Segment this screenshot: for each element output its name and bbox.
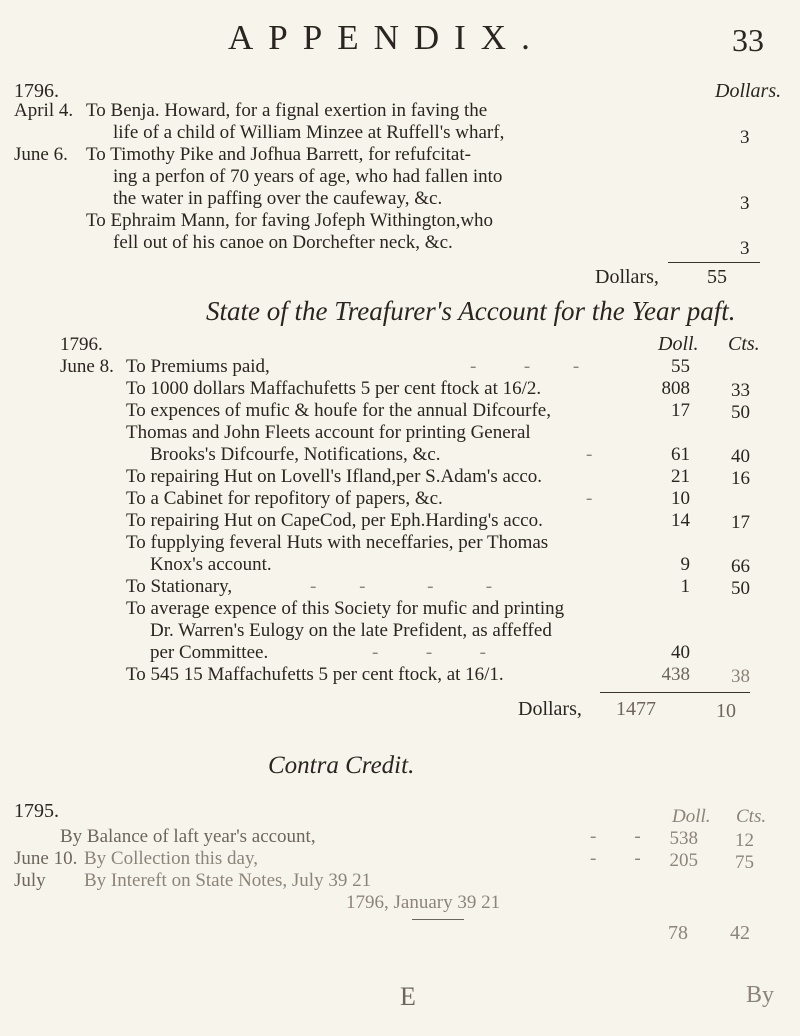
account-row-text: Dr. Warren's Eulogy on the late Prefident, as affeffed [150,620,552,641]
credit-row-cents: 75 [735,852,754,873]
account-row-cents: 66 [731,556,750,577]
credit-row-dollars: 538 [669,828,698,849]
credit-row-dollars: 205 [669,850,698,871]
catchword: By [746,982,775,1008]
account-row-cents: 40 [731,446,750,467]
account-total-label: Dollars, [518,698,582,720]
subtotal-rule [412,919,464,920]
account-row-cents: 17 [731,512,750,533]
leader-dashes: - - - - [310,576,493,597]
credit-subtotal-cents: 42 [730,922,750,944]
leader-dashes: - - - [372,642,486,663]
account-row-cents: 50 [731,578,750,599]
payment-date: June 6. [14,144,68,165]
account-row-dollars: 21 [671,466,690,487]
account-row-text: To fupplying feveral Huts with neceffaries, per Thomas [126,532,549,553]
credit-row-text: By Collection this day, [84,848,258,869]
account-row-dollars: 808 [661,378,690,399]
credit-col-cents: Cts. [736,806,767,827]
account-row-text: To Stationary, [126,576,233,597]
credit-row-cents: 12 [735,830,754,851]
payment-amount: 3 [740,238,750,259]
leader-dashes: - [586,488,593,509]
account-year: 1796. [60,334,103,355]
payment-line: To Ephraim Mann, for faving Jofeph Withington,who [86,210,494,231]
account-row-text: To 545 15 Maffachufetts 5 per cent ftock, at 16/1. [126,664,504,685]
payment-date: April 4. [14,100,74,121]
signature-mark: E [400,982,416,1011]
payment-line: fell out of his canoe on Dorchefter neck, &c. [113,232,453,253]
payments-year: 1796. [14,80,59,102]
payment-line: To Benja. Howard, for a fignal exertion in faving the [86,100,488,121]
credit-col-dollars: Doll. [672,806,711,827]
leader-dashes: - [586,444,593,465]
payment-amount: 3 [740,193,750,214]
leader-dashes: - - - [470,356,580,377]
account-row-dollars: 1 [680,576,690,597]
payment-line: ing a perfon of 70 years of age, who had fallen into [113,166,503,187]
payment-amount: 3 [740,127,750,148]
account-row-cents: 33 [731,380,750,401]
leader-dashes: - - [590,826,641,847]
account-row-cents: 16 [731,468,750,489]
payments-total-label: Dollars, [595,266,659,288]
account-total-cents: 10 [716,700,736,722]
account-row-cents: 50 [731,402,750,423]
payments-total: 55 [707,266,727,288]
col-cents-heading: Cts. [728,333,760,355]
total-rule [600,692,750,693]
account-row-text: To Premiums paid, [126,356,270,377]
account-date: June 8. [60,356,114,377]
account-row-dollars: 14 [671,510,690,531]
account-row-dollars: 55 [671,356,690,377]
running-head: APPENDIX. [228,18,545,57]
credit-date: July [14,870,46,891]
account-total-dollars: 1477 [616,698,656,720]
credit-row-text: By Intereft on State Notes, July 39 21 [84,870,372,891]
account-row-text: Thomas and John Fleets account for printing General [126,422,531,443]
account-row-text: To repairing Hut on CapeCod, per Eph.Harding's acco. [126,510,543,531]
account-row-dollars: 10 [671,488,690,509]
account-row-text: Brooks's Difcourfe, Notifications, &c. [150,444,441,465]
payments-currency-label: Dollars. [715,80,782,102]
account-row-text: To expences of mufic & houfe for the annual Difcourfe, [126,400,551,421]
payment-line: the water in paffing over the caufeway, &c. [113,188,443,209]
account-row-text: To 1000 dollars Maffachufetts 5 per cent ftock at 16/2. [126,378,542,399]
account-row-dollars: 61 [671,444,690,465]
account-row-dollars: 17 [671,400,690,421]
page-number: 33 [732,22,764,58]
credit-row-text: 1796, January 39 21 [346,892,501,913]
account-row-text: per Committee. [150,642,269,663]
account-row-dollars: 9 [680,554,690,575]
account-row-text: To a Cabinet for repofitory of papers, &c. [126,488,443,509]
payment-line: To Timothy Pike and Jofhua Barrett, for refufcitat- [86,144,471,165]
leader-dashes: - - [590,848,641,869]
credit-subtotal-dollars: 78 [668,922,688,944]
credit-title: Contra Credit. [268,752,415,779]
account-row-dollars: 438 [661,664,690,685]
credit-year: 1795. [14,800,59,822]
col-dollars-heading: Doll. [658,333,699,355]
payment-line: life of a child of William Minzee at Ruffell's wharf, [113,122,505,143]
account-row-text: To average expence of this Society for mufic and printing [126,598,565,619]
account-row-text: To repairing Hut on Lovell's Ifland,per S.Adam's acco. [126,466,543,487]
account-row-cents: 38 [731,666,750,687]
account-row-dollars: 40 [671,642,690,663]
account-title: State of the Treafurer's Account for the Year paft. [206,296,736,326]
account-row-text: Knox's account. [150,554,272,575]
credit-date: June 10. [14,848,78,869]
total-rule [668,262,760,263]
credit-row-text: By Balance of laft year's account, [60,826,316,847]
